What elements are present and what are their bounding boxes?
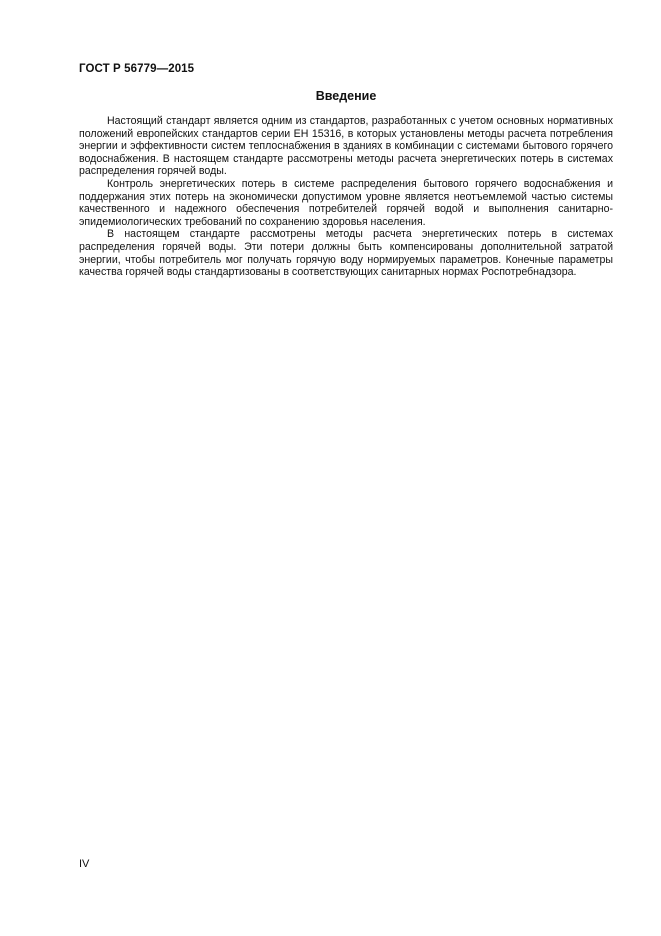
introduction-body [79, 115, 613, 279]
paragraph: Контроль энергетических потерь в системе распределения бытового горячего водоснабжения и поддержания этих потерь на экономически допустимом уровне является неотъемлемой частью системы качественного и надежного обеспечения потребителей горячей водой и выполнения санитарно-эпидемиологических требований по сохранению здоровья населения. [79, 177, 613, 228]
section-title: Введение [315, 89, 377, 103]
standard-code-header: ГОСТ Р 56779—2015 [79, 63, 195, 75]
paragraph: В настоящем стандарте рассмотрены методы расчета энергетических потерь в системах распределения горячей воды. Эти потери должны быть компенсированы дополнительной затратой энергии, чтобы потребитель мог получать горячую воду нормируемых параметров. Конечные параметры качества горячей воды стандартизованы в соответствующих санитарных нормах Роспотребнадзора. [79, 228, 613, 279]
page-number: IV [79, 858, 90, 870]
paragraph: Настоящий стандарт является одним из стандартов, разработанных с учетом основных нормативных положений европейских стандартов серии ЕН 15316, в которых установлены методы расчета потребления энергии и эффективности систем теплоснабжения в зданиях в комбинации с системами бытового горячего водоснабжения. В настоящем стандарте рассмотрены методы расчета энергетических потерь в системах распределения горячей воды. [79, 115, 613, 178]
